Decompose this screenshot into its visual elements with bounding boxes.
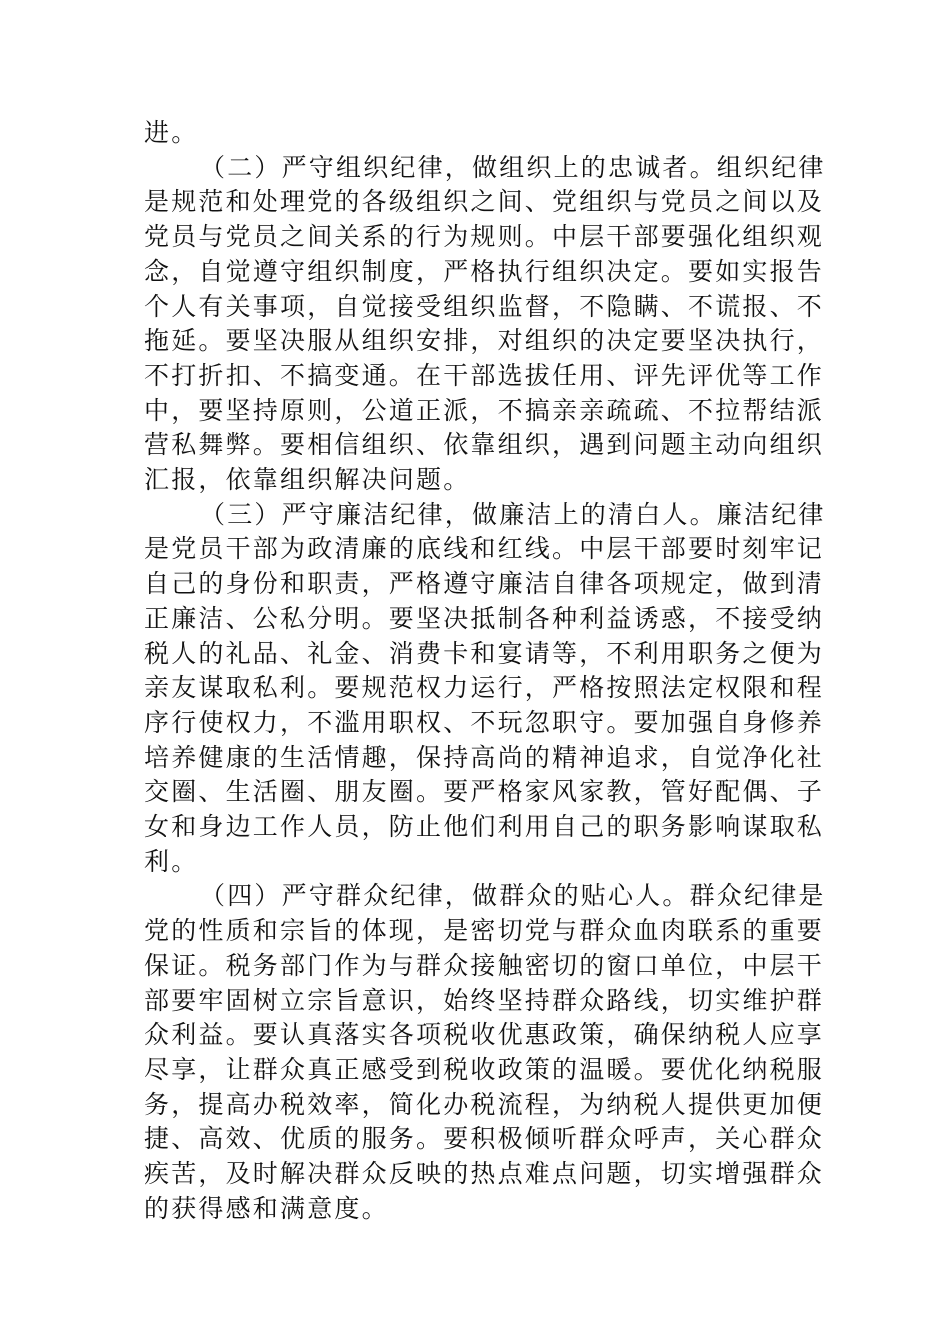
text-line: 部要牢固树立宗旨意识，始终坚持群众路线，切实维护群	[144, 985, 825, 1015]
paragraph-section-4-mass-discipline	[144, 879, 826, 1226]
text-line: 念，自觉遵守组织制度，严格执行组织决定。要如实报告	[144, 256, 825, 286]
text-line: 是规范和处理党的各级组织之间、党组织与党员之间以及	[144, 187, 825, 217]
text-line: 正廉洁、公私分明。要坚决抵制各种利益诱惑，不接受纳	[144, 603, 825, 633]
text-line: 不打折扣、不搞变通。在干部选拔任用、评先评优等工作	[144, 360, 825, 390]
text-line: 税人的礼品、礼金、消费卡和宴请等，不利用职务之便为	[144, 638, 825, 668]
text-line: 捷、高效、优质的服务。要积极倾听群众呼声，关心群众	[144, 1124, 825, 1154]
text-line: 亲友谋取私利。要规范权力运行，严格按照法定权限和程	[144, 673, 825, 703]
text-line: 中，要坚持原则，公道正派，不搞亲亲疏疏、不拉帮结派	[144, 395, 825, 425]
paragraph-section-3-integrity-discipline	[144, 498, 826, 880]
text-line: 营私舞弊。要相信组织、依靠组织，遇到问题主动向组织	[144, 430, 825, 460]
text-line: 疾苦，及时解决群众反映的热点难点问题，切实增强群众	[144, 1159, 825, 1189]
text-line: 拖延。要坚决服从组织安排，对组织的决定要坚决执行，	[144, 326, 825, 356]
text-line: 个人有关事项，自觉接受组织监督，不隐瞒、不谎报、不	[144, 291, 825, 321]
text-line: 尽享，让群众真正感受到税收政策的温暖。要优化纳税服	[144, 1054, 825, 1084]
text-line: 保证。税务部门作为与群众接触密切的窗口单位，中层干	[144, 950, 825, 980]
text-line: 自己的身份和职责，严格遵守廉洁自律各项规定，做到清	[144, 569, 825, 599]
text-line: 序行使权力，不滥用职权、不玩忽职守。要加强自身修养	[144, 707, 825, 737]
text-line: 党的性质和宗旨的体现，是密切党与群众血肉联系的重要	[144, 916, 825, 946]
text-line: 的获得感和满意度。	[144, 1193, 389, 1223]
section-heading-line: （二）严守组织纪律，做组织上的忠诚者。组织纪律	[200, 152, 826, 182]
text-line: 进。	[144, 118, 199, 147]
text-line: 女和身边工作人员，防止他们利用自己的职务影响谋取私	[144, 812, 825, 842]
text-line: 汇报，依靠组织解决问题。	[144, 465, 471, 495]
text-line: 众利益。要认真落实各项税收优惠政策，确保纳税人应享	[144, 1020, 825, 1050]
document-page	[144, 116, 826, 1227]
section-heading-line: （三）严守廉洁纪律，做廉洁上的清白人。廉洁纪律	[200, 499, 826, 529]
paragraph-section-2-organization-discipline	[144, 151, 826, 498]
section-heading-line: （四）严守群众纪律，做群众的贴心人。群众纪律是	[200, 881, 826, 911]
text-line: 交圈、生活圈、朋友圈。要严格家风家教，管好配偶、子	[144, 777, 825, 807]
paragraph-continuation	[144, 116, 810, 151]
text-line: 培养健康的生活情趣，保持高尚的精神追求，自觉净化社	[144, 742, 825, 772]
text-line: 党员与党员之间关系的行为规则。中层干部要强化组织观	[144, 222, 825, 252]
text-line: 利。	[144, 846, 199, 876]
text-line: 务，提高办税效率，简化办税流程，为纳税人提供更加便	[144, 1089, 825, 1119]
text-line: 是党员干部为政清廉的底线和红线。中层干部要时刻牢记	[144, 534, 825, 564]
